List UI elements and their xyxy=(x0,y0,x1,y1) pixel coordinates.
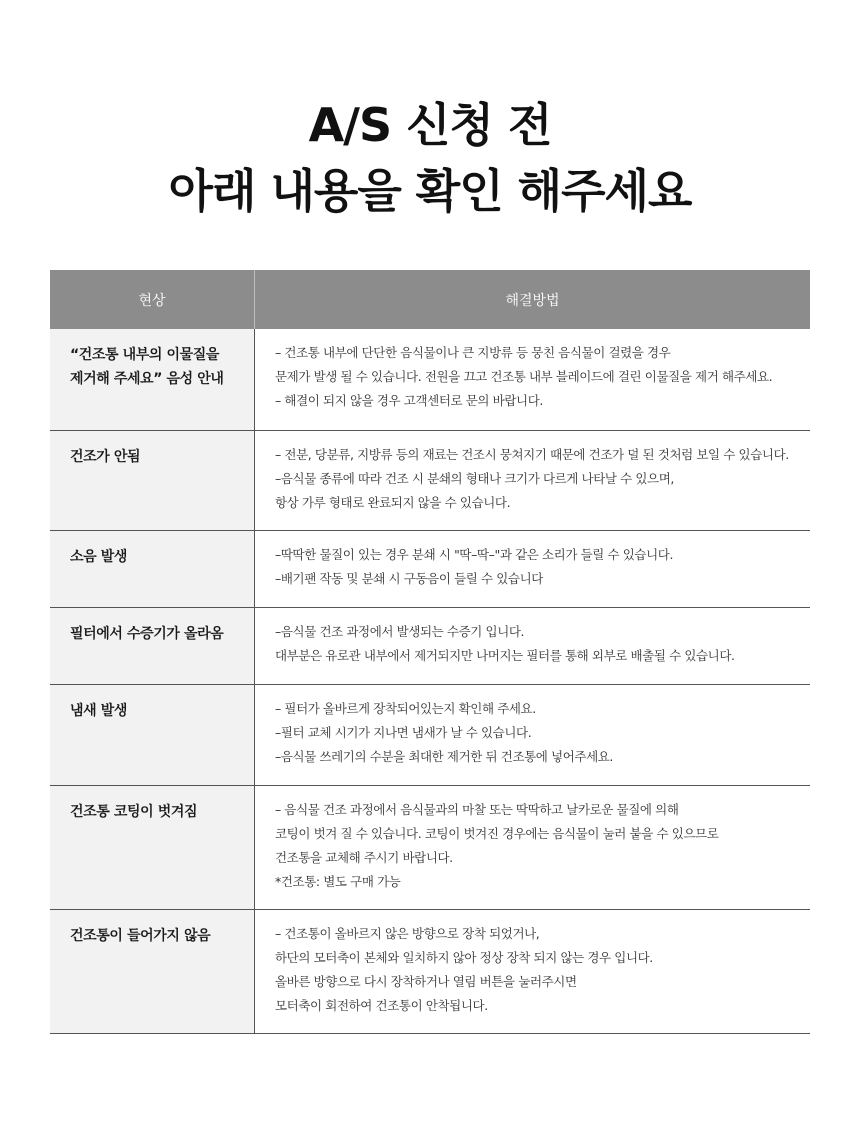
solution-text-line: –음식물 쓰레기의 수분을 최대한 제거한 뒤 건조통에 넣어주세요. xyxy=(275,748,613,764)
solution-cell xyxy=(255,909,811,1033)
table-body xyxy=(50,329,810,1033)
issue-text-line: 건조통이 들어가지 않음 xyxy=(70,927,211,944)
table-row xyxy=(50,607,810,684)
solution-cell xyxy=(255,530,811,607)
solution-text-line: –배기팬 작동 및 분쇄 시 구동음이 들릴 수 있습니다 xyxy=(275,570,543,586)
solution-text-line: –음식물 건조 과정에서 발생되는 수증기 입니다. xyxy=(275,623,525,639)
page-title xyxy=(0,92,860,224)
solution-cell xyxy=(255,607,811,684)
table-row xyxy=(50,684,810,785)
header-solution: 해결방법 xyxy=(255,270,811,329)
issue-text-line: 필터에서 수증기가 올라옴 xyxy=(70,625,224,642)
solution-text-line: 항상 가루 형태로 완료되지 않을 수 있습니다. xyxy=(275,494,511,510)
solution-text-line: –음식물 종류에 따라 건조 시 분쇄의 형태나 크기가 다르게 나타날 수 있으며, xyxy=(275,470,674,486)
issue-cell xyxy=(50,530,255,607)
solution-text-line: 문제가 발생 될 수 있습니다. 전원을 끄고 건조통 내부 블레이드에 걸린 이물질을 제거 해주세요. xyxy=(275,369,773,384)
solution-text-line: –딱딱한 물질이 있는 경우 분쇄 시 "딱–딱–"과 같은 소리가 들릴 수 있습니다. xyxy=(275,546,674,562)
table-row xyxy=(50,909,810,1033)
issue-text-line: 제거해 주세요” 음성 안내 xyxy=(70,371,224,387)
title-line-1: A/S 신청 전 xyxy=(308,98,552,152)
issue-cell xyxy=(50,607,255,684)
table-header-row xyxy=(50,270,810,329)
solution-cell xyxy=(255,430,811,530)
solution-text-line: 대부분은 유로관 내부에서 제거되지만 나머지는 필터를 통해 외부로 배출될 수 있습니다. xyxy=(275,647,735,663)
solution-cell xyxy=(255,329,811,430)
solution-text-line: – 음식물 건조 과정에서 음식물과의 마찰 또는 딱딱하고 날카로운 물질에 의해 xyxy=(275,801,679,817)
header-issue: 현상 xyxy=(50,270,255,329)
table-row xyxy=(50,329,810,430)
title-line-2: 아래 내용을 확인 해주세요 xyxy=(168,164,692,218)
issue-cell xyxy=(50,684,255,785)
troubleshooting-table xyxy=(50,270,810,1034)
solution-text-line: –필터 교체 시기가 지나면 냄새가 날 수 있습니다. xyxy=(275,724,532,740)
solution-text-line: 건조통을 교체해 주시기 바랍니다. xyxy=(275,849,453,865)
solution-text-line: 올바른 방향으로 다시 장착하거나 열림 버튼을 눌러주시면 xyxy=(275,973,577,989)
issue-text-line: 건조가 안됨 xyxy=(70,448,141,465)
solution-text-line: 하단의 모터축이 본체와 일치하지 않아 정상 장착 되지 않는 경우 입니다. xyxy=(275,949,653,965)
issue-text-line: 냄새 발생 xyxy=(70,702,127,719)
solution-cell xyxy=(255,785,811,909)
solution-text-line: 모터축이 회전하여 건조통이 안착됩니다. xyxy=(275,997,488,1013)
solution-text-line: – 해결이 되지 않을 경우 고객센터로 문의 바랍니다. xyxy=(275,393,543,408)
solution-text-line: *건조통: 별도 구매 가능 xyxy=(275,873,401,889)
table-row xyxy=(50,530,810,607)
solution-text-line: 코팅이 벗겨 질 수 있습니다. 코팅이 벗겨진 경우에는 음식물이 눌러 붙을 수 있으므로 xyxy=(275,825,719,841)
issue-text-line: “건조통 내부의 이물질을 xyxy=(70,347,219,363)
table-row xyxy=(50,785,810,909)
issue-cell xyxy=(50,430,255,530)
issue-text-line: 건조통 코팅이 벗겨짐 xyxy=(70,803,198,820)
issue-cell xyxy=(50,909,255,1033)
issue-text-line: 소음 발생 xyxy=(70,548,127,565)
issue-cell xyxy=(50,329,255,430)
solution-cell xyxy=(255,684,811,785)
table-row xyxy=(50,430,810,530)
solution-text-line: – 전분, 당분류, 지방류 등의 재료는 건조시 뭉쳐지기 때문에 건조가 덜 된 것처럼 보일 수 있습니다. xyxy=(275,446,789,462)
solution-text-line: – 건조통 내부에 단단한 음식물이나 큰 지방류 등 뭉친 음식물이 걸렸을 경우 xyxy=(275,345,671,360)
solution-text-line: – 필터가 올바르게 장착되어있는지 확인해 주세요. xyxy=(275,700,536,716)
issue-cell xyxy=(50,785,255,909)
solution-text-line: – 건조통이 올바르지 않은 방향으로 장착 되었거나, xyxy=(275,925,540,941)
